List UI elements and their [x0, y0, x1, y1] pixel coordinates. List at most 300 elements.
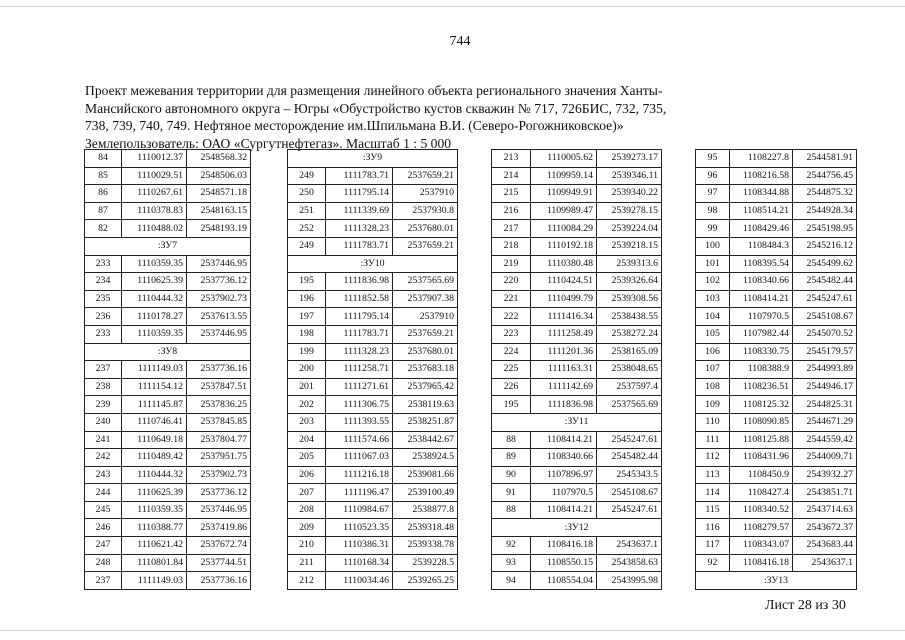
x-coordinate-cell: 1110029.51: [122, 167, 187, 185]
point-number-cell: 114: [696, 484, 730, 502]
y-coordinate-cell: 2548568.32: [187, 150, 251, 168]
x-coordinate-cell: 1108514.21: [730, 202, 793, 220]
table-row: [492, 185, 662, 203]
table-row: [696, 501, 857, 519]
table-row: [696, 378, 857, 396]
table-row: [85, 290, 251, 308]
x-coordinate-cell: 1111795.14: [326, 185, 393, 203]
table-row: [696, 396, 857, 414]
x-coordinate-cell: 1108429.46: [730, 220, 793, 238]
x-coordinate-cell: 1107970.5: [730, 308, 793, 326]
table-row: [492, 343, 662, 361]
point-number-cell: 221: [492, 290, 531, 308]
y-coordinate-cell: 2537736.16: [187, 361, 251, 379]
y-coordinate-cell: 2543683.44: [793, 537, 857, 555]
table-row: [696, 449, 857, 467]
point-number-cell: 208: [288, 501, 326, 519]
document-header: [85, 82, 785, 152]
x-coordinate-cell: 1111196.47: [326, 484, 393, 502]
y-coordinate-cell: 2537744.51: [187, 554, 251, 572]
x-coordinate-cell: 1109949.91: [531, 185, 597, 203]
table-row: [492, 167, 662, 185]
y-coordinate-cell: 2537845.85: [187, 413, 251, 431]
table-row: [288, 466, 458, 484]
point-number-cell: 111: [696, 431, 730, 449]
y-coordinate-cell: 2539308.56: [597, 290, 662, 308]
y-coordinate-cell: 2545499.62: [793, 255, 857, 273]
table-row: [85, 554, 251, 572]
table-row: [85, 167, 251, 185]
table-row: [696, 537, 857, 555]
point-number-cell: 202: [288, 396, 326, 414]
point-number-cell: 244: [85, 484, 122, 502]
point-number-cell: 94: [492, 572, 531, 590]
x-coordinate-cell: 1110621.42: [122, 537, 187, 555]
y-coordinate-cell: 2538119.63: [393, 396, 458, 414]
table-row: [696, 255, 857, 273]
y-coordinate-cell: 2544671.29: [793, 413, 857, 431]
y-coordinate-cell: 2537446.95: [187, 255, 251, 273]
table-row: [696, 361, 857, 379]
x-coordinate-cell: 1108554.04: [531, 572, 597, 590]
table-row: [85, 220, 251, 238]
x-coordinate-cell: 1110388.77: [122, 519, 187, 537]
sheet-counter: Лист 28 из 30: [765, 598, 846, 613]
y-coordinate-cell: 2537910: [393, 308, 458, 326]
point-number-cell: 233: [85, 325, 122, 343]
x-coordinate-cell: 1107970.5: [531, 484, 597, 502]
y-coordinate-cell: 2537680.01: [393, 220, 458, 238]
y-coordinate-cell: 2538924.5: [393, 449, 458, 467]
table-row: [492, 449, 662, 467]
point-number-cell: 252: [288, 220, 326, 238]
table-row: [492, 466, 662, 484]
x-coordinate-cell: 1111783.71: [326, 237, 393, 255]
point-number-cell: 219: [492, 255, 531, 273]
table-row: [288, 396, 458, 414]
y-coordinate-cell: 2545108.67: [597, 484, 662, 502]
x-coordinate-cell: 1108344.88: [730, 185, 793, 203]
x-coordinate-cell: 1108216.58: [730, 167, 793, 185]
y-coordinate-cell: 2539338.78: [393, 537, 458, 555]
x-coordinate-cell: 1110084.29: [531, 220, 597, 238]
table-row: [492, 220, 662, 238]
point-number-cell: 237: [85, 361, 122, 379]
table-row: [288, 449, 458, 467]
x-coordinate-cell: 1110005.62: [531, 150, 597, 168]
y-coordinate-cell: 2538165.09: [597, 343, 662, 361]
y-coordinate-cell: 2539340.22: [597, 185, 662, 203]
x-coordinate-cell: 1111416.34: [531, 308, 597, 326]
section-label: :ЗУ9: [288, 150, 458, 168]
y-coordinate-cell: 2545482.44: [597, 449, 662, 467]
point-number-cell: 97: [696, 185, 730, 203]
y-coordinate-cell: 2539100.49: [393, 484, 458, 502]
x-coordinate-cell: 1108340.66: [730, 273, 793, 291]
table-row: [492, 501, 662, 519]
table-row: [492, 431, 662, 449]
x-coordinate-cell: 1111142.69: [531, 378, 597, 396]
section-label: :ЗУ10: [288, 255, 458, 273]
table-row: [288, 361, 458, 379]
table-row: [696, 554, 857, 572]
x-coordinate-cell: 1110359.35: [122, 255, 187, 273]
point-number-cell: 102: [696, 273, 730, 291]
y-coordinate-cell: 2538048.65: [597, 361, 662, 379]
point-number-cell: 112: [696, 449, 730, 467]
point-number-cell: 96: [696, 167, 730, 185]
section-label: :ЗУ13: [696, 572, 857, 590]
table-row: [85, 413, 251, 431]
y-coordinate-cell: 2537683.18: [393, 361, 458, 379]
point-number-cell: 234: [85, 273, 122, 291]
y-coordinate-cell: 2539224.04: [597, 220, 662, 238]
x-coordinate-cell: 1108431.96: [730, 449, 793, 467]
table-row: [696, 185, 857, 203]
point-number-cell: 248: [85, 554, 122, 572]
point-number-cell: 88: [492, 431, 531, 449]
point-number-cell: 236: [85, 308, 122, 326]
point-number-cell: 87: [85, 202, 122, 220]
coordinates-table-3: [491, 149, 662, 590]
y-coordinate-cell: 2544581.91: [793, 150, 857, 168]
point-number-cell: 214: [492, 167, 531, 185]
y-coordinate-cell: 2539228.5: [393, 554, 458, 572]
point-number-cell: 210: [288, 537, 326, 555]
table-row: [492, 572, 662, 590]
table-row: [288, 167, 458, 185]
point-number-cell: 204: [288, 431, 326, 449]
x-coordinate-cell: 1111783.71: [326, 167, 393, 185]
table-row: [696, 466, 857, 484]
table-row: [492, 237, 662, 255]
y-coordinate-cell: 2539218.15: [597, 237, 662, 255]
y-coordinate-cell: 2545216.12: [793, 237, 857, 255]
y-coordinate-cell: 2537672.74: [187, 537, 251, 555]
table-row: [85, 273, 251, 291]
y-coordinate-cell: 2545247.61: [597, 501, 662, 519]
y-coordinate-cell: 2538251.87: [393, 413, 458, 431]
y-coordinate-cell: 2537836.25: [187, 396, 251, 414]
y-coordinate-cell: 2544756.45: [793, 167, 857, 185]
x-coordinate-cell: 1110378.83: [122, 202, 187, 220]
x-coordinate-cell: 1108340.52: [730, 501, 793, 519]
point-number-cell: 91: [492, 484, 531, 502]
y-coordinate-cell: 2543932.27: [793, 466, 857, 484]
point-number-cell: 237: [85, 572, 122, 590]
table-row: [696, 290, 857, 308]
point-number-cell: 203: [288, 413, 326, 431]
x-coordinate-cell: 1108395.54: [730, 255, 793, 273]
table-row: [85, 484, 251, 502]
x-coordinate-cell: 1108388.9: [730, 361, 793, 379]
y-coordinate-cell: 2543714.63: [793, 501, 857, 519]
x-coordinate-cell: 1111852.58: [326, 290, 393, 308]
point-number-cell: 103: [696, 290, 730, 308]
table-row: [85, 202, 251, 220]
y-coordinate-cell: 2537736.12: [187, 484, 251, 502]
y-coordinate-cell: 2539326.64: [597, 273, 662, 291]
point-number-cell: 246: [85, 519, 122, 537]
y-coordinate-cell: 2545070.52: [793, 325, 857, 343]
x-coordinate-cell: 1111574.66: [326, 431, 393, 449]
point-number-cell: 216: [492, 202, 531, 220]
point-number-cell: 200: [288, 361, 326, 379]
table-row: [85, 255, 251, 273]
y-coordinate-cell: 2543637.1: [793, 554, 857, 572]
point-number-cell: 201: [288, 378, 326, 396]
x-coordinate-cell: 1111201.36: [531, 343, 597, 361]
x-coordinate-cell: 1110192.18: [531, 237, 597, 255]
table-row: [85, 325, 251, 343]
y-coordinate-cell: 2544928.34: [793, 202, 857, 220]
y-coordinate-cell: 2537965.42: [393, 378, 458, 396]
coordinates-table-4: [695, 149, 857, 590]
y-coordinate-cell: 2539346.11: [597, 167, 662, 185]
table-row: [85, 537, 251, 555]
table-row: [85, 501, 251, 519]
point-number-cell: 195: [492, 396, 531, 414]
table-row: [288, 290, 458, 308]
y-coordinate-cell: 2538442.67: [393, 431, 458, 449]
x-coordinate-cell: 1111145.87: [122, 396, 187, 414]
point-number-cell: 101: [696, 255, 730, 273]
y-coordinate-cell: 2543851.71: [793, 484, 857, 502]
point-number-cell: 217: [492, 220, 531, 238]
point-number-cell: 250: [288, 185, 326, 203]
y-coordinate-cell: 2545247.61: [793, 290, 857, 308]
point-number-cell: 92: [696, 554, 730, 572]
x-coordinate-cell: 1110625.39: [122, 484, 187, 502]
point-number-cell: 226: [492, 378, 531, 396]
header-line: Мансийского автономного округа – Югры «Обустройство кустов скважин № 717, 726БИС, 732, 735,: [85, 100, 667, 116]
y-coordinate-cell: 2537565.69: [393, 273, 458, 291]
point-number-cell: 224: [492, 343, 531, 361]
point-number-cell: 247: [85, 537, 122, 555]
x-coordinate-cell: 1109989.47: [531, 202, 597, 220]
coordinates-table-2: [287, 149, 458, 590]
section-row: [85, 343, 251, 361]
table-row: [288, 202, 458, 220]
x-coordinate-cell: 1110034.46: [326, 572, 393, 590]
table-row: [696, 431, 857, 449]
point-number-cell: 199: [288, 343, 326, 361]
table-row: [288, 325, 458, 343]
table-row: [492, 537, 662, 555]
x-coordinate-cell: 1111306.75: [326, 396, 393, 414]
section-label: :ЗУ8: [85, 343, 251, 361]
x-coordinate-cell: 1108450.9: [730, 466, 793, 484]
point-number-cell: 116: [696, 519, 730, 537]
point-number-cell: 106: [696, 343, 730, 361]
x-coordinate-cell: 1111795.14: [326, 308, 393, 326]
point-number-cell: 197: [288, 308, 326, 326]
scan-bottom-edge: [0, 630, 905, 631]
x-coordinate-cell: 1110489.42: [122, 449, 187, 467]
point-number-cell: 223: [492, 325, 531, 343]
point-number-cell: 209: [288, 519, 326, 537]
point-number-cell: 220: [492, 273, 531, 291]
y-coordinate-cell: 2545343.5: [597, 466, 662, 484]
section-row: [492, 413, 662, 431]
point-number-cell: 212: [288, 572, 326, 590]
x-coordinate-cell: 1108125.88: [730, 431, 793, 449]
point-number-cell: 215: [492, 185, 531, 203]
x-coordinate-cell: 1110359.35: [122, 501, 187, 519]
section-label: :ЗУ11: [492, 413, 662, 431]
x-coordinate-cell: 1110523.35: [326, 519, 393, 537]
x-coordinate-cell: 1108236.51: [730, 378, 793, 396]
x-coordinate-cell: 1110178.27: [122, 308, 187, 326]
y-coordinate-cell: 2539313.6: [597, 255, 662, 273]
y-coordinate-cell: 2537659.21: [393, 167, 458, 185]
y-coordinate-cell: 2537907.38: [393, 290, 458, 308]
x-coordinate-cell: 1110386.31: [326, 537, 393, 555]
y-coordinate-cell: 2548506.03: [187, 167, 251, 185]
coordinates-table-1: [84, 149, 251, 590]
x-coordinate-cell: 1111149.03: [122, 572, 187, 590]
point-number-cell: 84: [85, 150, 122, 168]
header-line: 738, 739, 740, 749. Нефтяное месторождение им.Шпильмана В.И. (Северо-Рогожниковское)»: [85, 118, 624, 133]
point-number-cell: 251: [288, 202, 326, 220]
y-coordinate-cell: 2543995.98: [597, 572, 662, 590]
x-coordinate-cell: 1111258.71: [326, 361, 393, 379]
x-coordinate-cell: 1111836.98: [326, 273, 393, 291]
y-coordinate-cell: 2545108.67: [793, 308, 857, 326]
x-coordinate-cell: 1108227.8: [730, 150, 793, 168]
table-row: [696, 484, 857, 502]
y-coordinate-cell: 2543637.1: [597, 537, 662, 555]
section-label: :ЗУ7: [85, 237, 251, 255]
point-number-cell: 245: [85, 501, 122, 519]
point-number-cell: 117: [696, 537, 730, 555]
table-row: [492, 273, 662, 291]
y-coordinate-cell: 2537736.12: [187, 273, 251, 291]
y-coordinate-cell: 2537951.75: [187, 449, 251, 467]
table-row: [288, 554, 458, 572]
x-coordinate-cell: 1111149.03: [122, 361, 187, 379]
table-row: [85, 519, 251, 537]
point-number-cell: 235: [85, 290, 122, 308]
point-number-cell: 218: [492, 237, 531, 255]
point-number-cell: 90: [492, 466, 531, 484]
table-row: [85, 185, 251, 203]
x-coordinate-cell: 1111328.23: [326, 343, 393, 361]
point-number-cell: 211: [288, 554, 326, 572]
page-number: 744: [449, 34, 471, 49]
x-coordinate-cell: 1110499.79: [531, 290, 597, 308]
x-coordinate-cell: 1111154.12: [122, 378, 187, 396]
point-number-cell: 239: [85, 396, 122, 414]
section-row: [85, 237, 251, 255]
table-row: [288, 431, 458, 449]
point-number-cell: 242: [85, 449, 122, 467]
point-number-cell: 88: [492, 501, 531, 519]
point-number-cell: 85: [85, 167, 122, 185]
point-number-cell: 108: [696, 378, 730, 396]
point-number-cell: 222: [492, 308, 531, 326]
table-row: [696, 150, 857, 168]
point-number-cell: 110: [696, 413, 730, 431]
table-row: [288, 413, 458, 431]
y-coordinate-cell: 2537736.16: [187, 572, 251, 590]
table-row: [492, 290, 662, 308]
table-row: [696, 202, 857, 220]
x-coordinate-cell: 1110380.48: [531, 255, 597, 273]
point-number-cell: 93: [492, 554, 531, 572]
table-row: [492, 554, 662, 572]
point-number-cell: 99: [696, 220, 730, 238]
y-coordinate-cell: 2537910: [393, 185, 458, 203]
point-number-cell: 82: [85, 220, 122, 238]
section-row: [288, 150, 458, 168]
point-number-cell: 109: [696, 396, 730, 414]
point-number-cell: 105: [696, 325, 730, 343]
table-row: [696, 167, 857, 185]
y-coordinate-cell: 2539081.66: [393, 466, 458, 484]
y-coordinate-cell: 2545198.95: [793, 220, 857, 238]
x-coordinate-cell: 1109959.14: [531, 167, 597, 185]
x-coordinate-cell: 1108416.18: [531, 537, 597, 555]
x-coordinate-cell: 1110359.35: [122, 325, 187, 343]
x-coordinate-cell: 1110625.39: [122, 273, 187, 291]
table-row: [85, 396, 251, 414]
table-row: [696, 325, 857, 343]
y-coordinate-cell: 2539265.25: [393, 572, 458, 590]
y-coordinate-cell: 2539318.48: [393, 519, 458, 537]
x-coordinate-cell: 1111783.71: [326, 325, 393, 343]
point-number-cell: 89: [492, 449, 531, 467]
point-number-cell: 104: [696, 308, 730, 326]
y-coordinate-cell: 2548163.15: [187, 202, 251, 220]
section-row: [696, 572, 857, 590]
x-coordinate-cell: 1111216.18: [326, 466, 393, 484]
point-number-cell: 249: [288, 167, 326, 185]
x-coordinate-cell: 1110168.34: [326, 554, 393, 572]
y-coordinate-cell: 2544009.71: [793, 449, 857, 467]
x-coordinate-cell: 1110488.02: [122, 220, 187, 238]
table-row: [85, 572, 251, 590]
x-coordinate-cell: 1108427.4: [730, 484, 793, 502]
x-coordinate-cell: 1108414.21: [531, 501, 597, 519]
table-row: [492, 325, 662, 343]
table-row: [696, 220, 857, 238]
table-row: [85, 378, 251, 396]
table-row: [288, 537, 458, 555]
y-coordinate-cell: 2538438.55: [597, 308, 662, 326]
point-number-cell: 198: [288, 325, 326, 343]
table-row: [492, 484, 662, 502]
table-row: [492, 361, 662, 379]
section-row: [492, 519, 662, 537]
table-row: [288, 501, 458, 519]
y-coordinate-cell: 2537804.77: [187, 431, 251, 449]
x-coordinate-cell: 1111393.55: [326, 413, 393, 431]
table-row: [85, 466, 251, 484]
table-row: [288, 237, 458, 255]
point-number-cell: 206: [288, 466, 326, 484]
y-coordinate-cell: 2543858.63: [597, 554, 662, 572]
section-label: :ЗУ12: [492, 519, 662, 537]
x-coordinate-cell: 1108343.07: [730, 537, 793, 555]
scan-top-edge: [0, 6, 905, 7]
x-coordinate-cell: 1107896.97: [531, 466, 597, 484]
point-number-cell: 241: [85, 431, 122, 449]
table-row: [85, 308, 251, 326]
table-row: [288, 273, 458, 291]
y-coordinate-cell: 2537680.01: [393, 343, 458, 361]
table-row: [85, 431, 251, 449]
